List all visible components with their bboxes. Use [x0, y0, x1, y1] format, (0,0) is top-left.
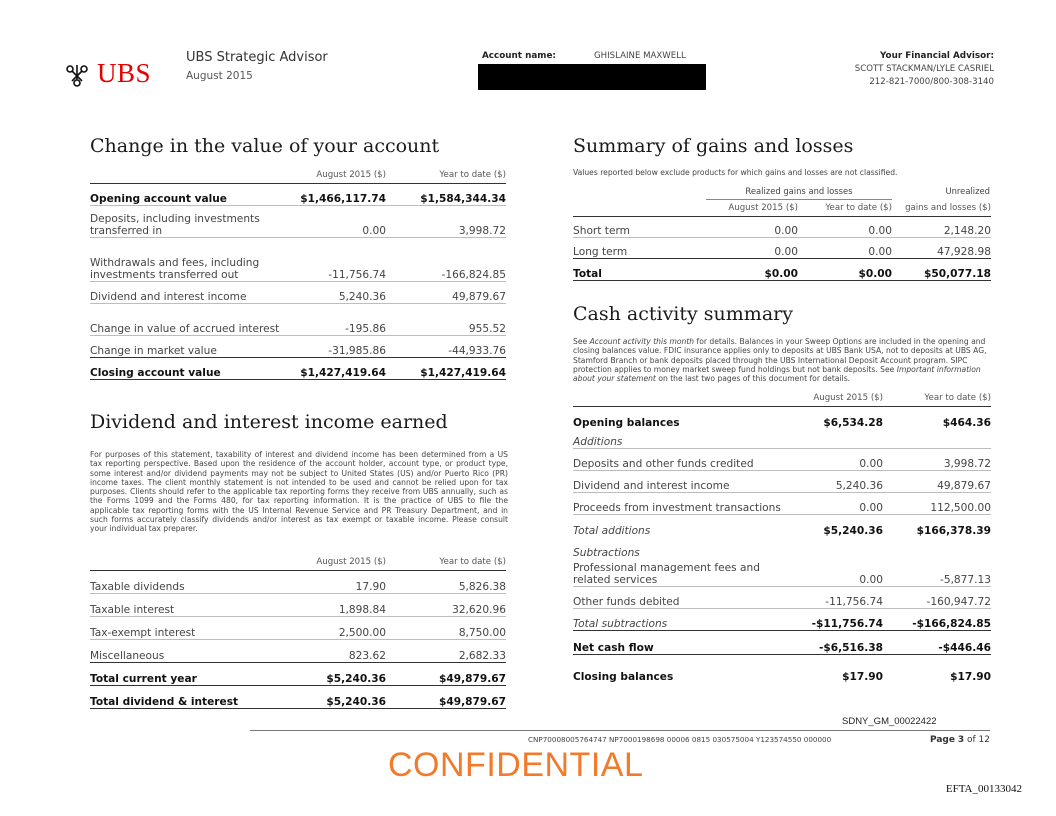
- table-row-month: -11,756.74: [286, 238, 386, 282]
- advisor-phone: 212-821-7000/800-308-3140: [869, 77, 994, 87]
- table-row-month: 823.62: [286, 640, 386, 663]
- table-row-month: 1,898.84: [286, 594, 386, 617]
- table-row-ytd: -160,947.72: [883, 587, 991, 609]
- keys-emblem-icon: [62, 61, 92, 91]
- table-row-month: 2,500.00: [286, 617, 386, 640]
- table-row-label: Dividend and interest income: [573, 471, 783, 493]
- statement-period: August 2015: [186, 70, 253, 82]
- table-row-month: 0.00: [706, 238, 798, 259]
- table-row-label: Taxable interest: [90, 594, 286, 617]
- additions-heading: Additions: [573, 436, 623, 448]
- table-row-label: Change in value of accrued interest: [90, 304, 286, 336]
- closing-balances-label: Closing balances: [573, 655, 783, 683]
- table-row-month: -195.86: [286, 304, 386, 336]
- col-ytd-header: Year to date ($): [439, 170, 506, 180]
- bates-number: SDNY_GM_00022422: [842, 716, 937, 727]
- total-additions-month: $5,240.36: [783, 515, 883, 537]
- subtractions-heading: Subtractions: [573, 546, 640, 559]
- col-ytd-header: Year to date ($): [924, 393, 991, 403]
- realized-group-rule: [706, 199, 892, 200]
- col-unrealized-header: gains and losses ($): [905, 203, 991, 213]
- dividend-title: Dividend and interest income earned: [90, 411, 448, 433]
- closing-balances-month: $17.90: [783, 655, 883, 683]
- realized-group-header: Realized gains and losses: [745, 186, 853, 196]
- advisor-label: Your Financial Advisor:: [880, 51, 994, 61]
- table-row-ytd: 0.00: [798, 238, 892, 259]
- opening-balances-label: Opening balances: [573, 407, 783, 429]
- change-in-value-title: Change in the value of your account: [90, 135, 440, 157]
- total-subtractions-month: -$11,756.74: [783, 609, 883, 631]
- table-row-month: 0.00: [859, 574, 883, 586]
- cash-note-text: on the last two pages of this document for details.: [655, 374, 851, 384]
- net-cash-flow-label: Net cash flow: [573, 631, 783, 655]
- col-ytd-header: Year to date ($): [825, 203, 892, 213]
- account-name: GHISLAINE MAXWELL: [594, 51, 686, 61]
- change-in-value-table: [90, 170, 506, 380]
- table-row-ytd: 49,879.67: [386, 282, 506, 304]
- opening-ytd: $1,584,344.34: [386, 184, 506, 206]
- total-subtractions-ytd: -$166,824.85: [883, 609, 991, 631]
- table-row-month: 0.00: [706, 217, 798, 238]
- total-current-month: $5,240.36: [286, 663, 386, 686]
- table-row-label: Withdrawals and fees, including investments transferred out: [90, 238, 286, 282]
- closing-month: $1,427,419.64: [286, 358, 386, 380]
- advisor-names: SCOTT STACKMAN/LYLE CASRIEL: [854, 64, 994, 74]
- table-row-label: Change in market value: [90, 336, 286, 358]
- product-name: UBS Strategic Advisor: [186, 50, 328, 65]
- confidential-stamp: CONFIDENTIAL: [388, 746, 644, 784]
- table-row-month: 0.00: [783, 449, 883, 471]
- table-row-label: Other funds debited: [573, 587, 783, 609]
- net-cash-flow-month: -$6,516.38: [783, 631, 883, 655]
- table-row-month: 0.00: [783, 493, 883, 515]
- table-row-label: Proceeds from investment transactions: [573, 493, 783, 515]
- account-name-label: Account name:: [482, 51, 556, 61]
- table-row-month: 5,240.36: [286, 282, 386, 304]
- table-row-ytd: 0.00: [798, 217, 892, 238]
- cash-title: Cash activity summary: [573, 303, 793, 325]
- table-row-label: Short term: [573, 217, 706, 238]
- net-cash-flow-ytd: -$446.46: [883, 631, 991, 655]
- table-row-ytd: 5,826.38: [386, 571, 506, 594]
- page-number: 3: [957, 735, 965, 745]
- table-row-label: Deposits and other funds credited: [573, 449, 783, 471]
- closing-ytd: $1,427,419.64: [386, 358, 506, 380]
- table-row-label: Dividend and interest income: [90, 282, 286, 304]
- page-total: of 12: [967, 735, 990, 745]
- table-row-label: Miscellaneous: [90, 640, 286, 663]
- table-row-ytd: 8,750.00: [386, 617, 506, 640]
- closing-balances-ytd: $17.90: [883, 655, 991, 683]
- table-row-month: 5,240.36: [783, 471, 883, 493]
- table-row-ytd: 3,998.72: [386, 206, 506, 238]
- logo-text: UBS: [97, 58, 152, 88]
- cash-note: [573, 337, 991, 383]
- table-row-ytd: -44,933.76: [386, 336, 506, 358]
- gains-note: Values reported below exclude products for which gains and losses are not classified.: [573, 168, 898, 177]
- table-row-label: Tax-exempt interest: [90, 617, 286, 640]
- gains-total-ytd: $0.00: [798, 259, 892, 281]
- table-row-month: 0.00: [286, 206, 386, 238]
- gains-total-month: $0.00: [706, 259, 798, 281]
- total-current-label: Total current year: [90, 663, 286, 686]
- redaction-bar: [478, 64, 706, 90]
- closing-label: Closing account value: [90, 358, 286, 380]
- cash-note-link-activity: Account activity this month: [589, 337, 695, 346]
- table-row-month: 17.90: [286, 571, 386, 594]
- gains-total-unrealized: $50,077.18: [892, 259, 991, 281]
- table-row-ytd: -166,824.85: [386, 238, 506, 282]
- opening-label: Opening account value: [90, 184, 286, 206]
- footer-rule: [250, 730, 990, 731]
- table-row-ytd: 32,620.96: [386, 594, 506, 617]
- col-month-header: August 2015 ($): [316, 170, 386, 180]
- col-month-header: August 2015 ($): [813, 393, 883, 403]
- gains-total-label: Total: [573, 259, 706, 281]
- table-row-label: Taxable dividends: [90, 571, 286, 594]
- total-additions-label: Total additions: [573, 515, 783, 537]
- total-subtractions-label: Total subtractions: [573, 609, 783, 631]
- table-row-ytd: 3,998.72: [883, 449, 991, 471]
- table-row-month: -11,756.74: [783, 587, 883, 609]
- table-row-ytd: 2,682.33: [386, 640, 506, 663]
- table-row-ytd: 49,879.67: [883, 471, 991, 493]
- page-indicator: [930, 735, 990, 745]
- opening-balances-ytd: $464.36: [883, 407, 991, 429]
- col-ytd-header: Year to date ($): [439, 557, 506, 567]
- gains-table: [573, 203, 991, 281]
- efta-number: EFTA_00133042: [945, 783, 1022, 795]
- total-dividend-label: Total dividend & interest: [90, 686, 286, 709]
- gains-title: Summary of gains and losses: [573, 135, 854, 157]
- col-month-header: August 2015 ($): [316, 557, 386, 567]
- total-dividend-month: $5,240.36: [286, 686, 386, 709]
- dividend-tax-note: For purposes of this statement, taxability of interest and dividend income has been determined from a US tax reporting perspective. Based upon the residence of the account holder, account type, or product type, some interest and/or dividend payments may not be subject to United States (US) and/or Puerto Rico (PR) income taxes. The client monthly statement is not intended to be used and cannot be relied upon for tax purposes. Clients should refer to the applicable tax reporting forms they receive from UBS annually, such as the Forms 1099 and the Forms 480, for tax reporting information. It is the practice of UBS to file the applicable tax reporting forms with the US Internal Revenue Service and PR Treasury Department, and in such forms accurately classify dividends and/or interest as tax exempt or taxable income. Please consult your individual tax preparer.: [90, 450, 508, 534]
- table-row-ytd: -5,877.13: [940, 574, 991, 586]
- table-row-label: Deposits, including investments transferred in: [90, 206, 286, 238]
- col-month-header: August 2015 ($): [728, 203, 798, 213]
- table-row-ytd: 955.52: [386, 304, 506, 336]
- opening-month: $1,466,117.74: [286, 184, 386, 206]
- total-current-ytd: $49,879.67: [386, 663, 506, 686]
- cash-note-text: See: [573, 337, 590, 346]
- cash-note-link-info: Important information about your statement: [573, 364, 981, 384]
- total-dividend-ytd: $49,879.67: [386, 686, 506, 709]
- cash-note-text: for details. Balances in your Sweep Options are included in the opening and closing balances value. FDIC insurance applies only to deposits at UBS Bank USA, not to deposits at UBS AG, Stamford Branch or bank deposits placed through the UBS International Deposit Account program. SIPC protection applies to money market sweep fund holdings but not bank deposits. See: [573, 337, 987, 374]
- total-additions-ytd: $166,378.39: [883, 515, 991, 537]
- table-row-month: -31,985.86: [286, 336, 386, 358]
- cash-table: [573, 393, 991, 683]
- table-row-label: Long term: [573, 238, 706, 259]
- opening-balances-month: $6,534.28: [783, 407, 883, 429]
- table-row-unrealized: 2,148.20: [892, 217, 991, 238]
- statement-code: CNP70008005764747 NP7000198698 00006 0815 030575004 Y123574550 000000: [528, 735, 832, 744]
- page-label: Page: [930, 735, 955, 745]
- table-row-ytd: 112,500.00: [883, 493, 991, 515]
- table-row-unrealized: 47,928.98: [892, 238, 991, 259]
- ubs-logo: [62, 60, 162, 94]
- dividend-table: [90, 557, 506, 709]
- unrealized-header: Unrealized: [945, 186, 990, 196]
- table-row-label: Professional management fees and related services: [573, 562, 760, 586]
